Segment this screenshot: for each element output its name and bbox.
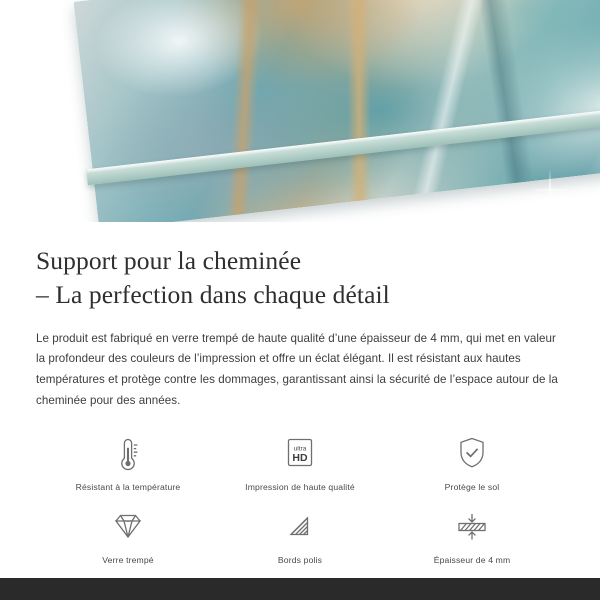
feature-item-polished-edges	[214, 506, 386, 565]
content-block	[0, 222, 600, 565]
feature-label: Résistant à la température	[75, 482, 181, 493]
feature-label: Verre trempé	[102, 555, 154, 566]
thickness-4mm-icon	[452, 506, 492, 548]
glass-panel-artwork	[73, 0, 600, 222]
feature-label: Épaisseur de 4 mm	[433, 555, 511, 566]
feature-item-tempered-glass	[42, 506, 214, 565]
shield-check-icon	[454, 433, 490, 475]
feature-grid	[36, 433, 564, 565]
feature-item-thickness	[386, 506, 558, 565]
page-title-line-1: Support pour la cheminée	[36, 246, 302, 275]
thermometer-icon	[111, 433, 145, 475]
page-title	[36, 244, 564, 312]
ultra-hd-icon	[282, 433, 318, 475]
feature-label: Impression de haute qualité	[245, 482, 355, 493]
svg-text:ultra: ultra	[293, 445, 307, 453]
diamond-icon	[108, 506, 148, 548]
feature-item-print-quality	[214, 433, 386, 492]
feature-label: Protège le sol	[444, 482, 500, 493]
footer-bar	[0, 578, 600, 600]
polished-edges-icon	[281, 506, 319, 548]
feature-item-temperature	[42, 433, 214, 492]
hero-image	[0, 0, 600, 222]
feature-label: Bords polis	[277, 555, 323, 566]
page-title-line-2: – La perfection dans chaque détail	[36, 279, 390, 309]
feature-item-floor-protection	[386, 433, 558, 492]
svg-text:HD: HD	[292, 452, 308, 465]
description-paragraph: Le produit est fabriqué en verre trempé de haute qualité d’une épaisseur de 4 mm, qui met en valeur la profondeur des couleurs de l’impression et offre un éclat élégant. Il est résistant aux hautes températures et protège contre les dommages, garantissant ainsi la sécurité de l’espace autour de la cheminée pour des années.	[36, 331, 558, 407]
